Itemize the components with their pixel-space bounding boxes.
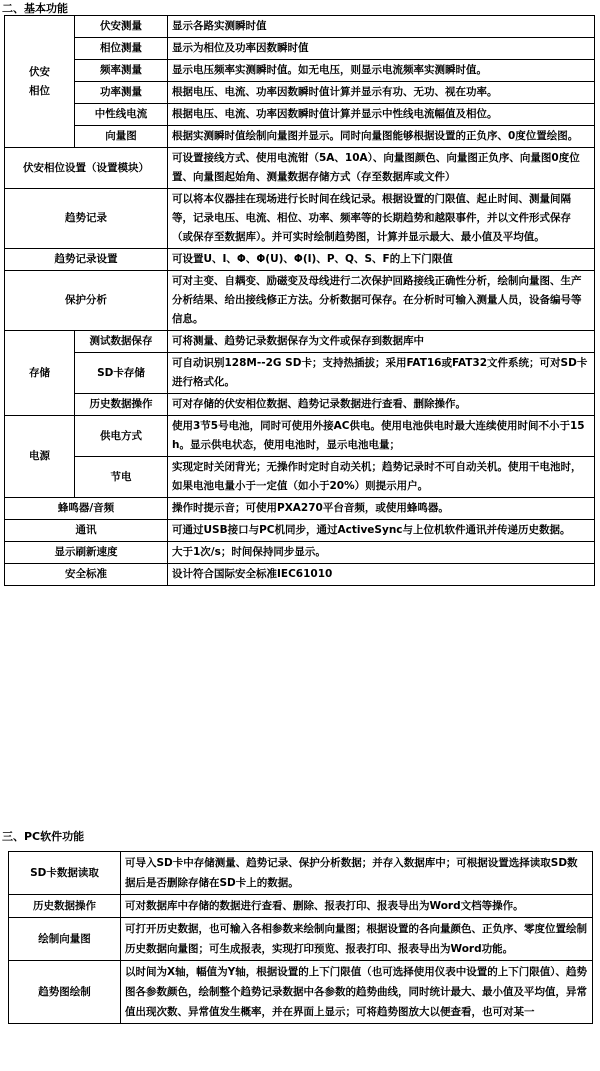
row-desc: 根据电压、电流、功率因数瞬时值计算并显示中性线电流幅值及相位。 xyxy=(168,104,595,126)
table-row xyxy=(9,918,593,961)
table-row xyxy=(5,249,595,271)
row-label: 通讯 xyxy=(5,520,168,542)
table-row xyxy=(5,564,595,586)
table-row xyxy=(5,16,595,38)
row-desc: 操作时提示音；可使用PXA270平台音频，或使用蜂鸣器。 xyxy=(168,498,595,520)
row-label: 供电方式 xyxy=(75,416,168,457)
row-label: 向量图 xyxy=(75,126,168,148)
row-label: 保护分析 xyxy=(5,271,168,331)
table-row xyxy=(5,60,595,82)
row-label: 安全标准 xyxy=(5,564,168,586)
row-label: 显示刷新速度 xyxy=(5,542,168,564)
row-desc: 以时间为X轴，幅值为Y轴，根据设置的上下门限值（也可选择使用仪表中设置的上下门限值）、趋势图各参数颜色，绘制整个趋势记录数据中各参数的趋势曲线，同时统计最大、最小值及平均值，异常值出现次数、异常值发生概率，并在界面上显示；可将趋势图放大以便查看，也可对某一 xyxy=(121,961,593,1024)
table-row xyxy=(9,852,593,895)
row-desc: 使用3节5号电池，同时可使用外接AC供电。使用电池供电时最大连续使用时间不小于15h。显示供电状态，使用电池时，显示电池电量； xyxy=(168,416,595,457)
basic-functions-table xyxy=(4,15,595,586)
row-desc: 实现定时关闭背光；无操作时定时自动关机；趋势记录时不可自动关机。使用干电池时，如果电池电量小于一定值（如小于20%）则提示用户。 xyxy=(168,457,595,498)
table-row xyxy=(5,148,595,189)
table-row xyxy=(5,457,595,498)
group-storage: 存储 xyxy=(5,331,75,416)
row-label: 相位测量 xyxy=(75,38,168,60)
row-desc: 可设置U、I、Φ、Φ(U)、Φ(I)、P、Q、S、F的上下门限值 xyxy=(168,249,595,271)
row-label: 伏安测量 xyxy=(75,16,168,38)
row-label: 伏安相位设置（设置模块） xyxy=(5,148,168,189)
section-heading-basic: 二、基本功能 xyxy=(2,2,68,15)
row-desc: 显示电压频率实测瞬时值。如无电压，则显示电流频率实测瞬时值。 xyxy=(168,60,595,82)
row-desc: 可对主变、自耦变、励磁变及母线进行二次保护回路接线正确性分析，绘制向量图、生产分析结果、给出接线修正方法。分析数据可保存。在分析时可输入测量人员，设备编号等信息。 xyxy=(168,271,595,331)
table-row xyxy=(5,331,595,353)
table-row xyxy=(5,189,595,249)
row-desc: 可导入SD卡中存储测量、趋势记录、保护分析数据；并存入数据库中；可根据设置选择读取SD数据后是否删除存储在SD卡上的数据。 xyxy=(121,852,593,895)
section-heading-pc: 三、PC软件功能 xyxy=(2,830,85,843)
row-desc: 可对存储的伏安相位数据、趋势记录数据进行查看、删除操作。 xyxy=(168,394,595,416)
row-desc: 根据实测瞬时值绘制向量图并显示。同时向量图能够根据设置的正负序、0度位置绘图。 xyxy=(168,126,595,148)
row-label: 中性线电流 xyxy=(75,104,168,126)
row-desc: 可设置接线方式、使用电流钳（5A、10A）、向量图颜色、向量图正负序、向量图0度位置、向量图起始角、测量数据存储方式（存至数据库或文件） xyxy=(168,148,595,189)
row-label: 绘制向量图 xyxy=(9,918,121,961)
row-desc: 大于1次/s；时间保持同步显示。 xyxy=(168,542,595,564)
table-row xyxy=(5,542,595,564)
group-phase: 伏安 相位 xyxy=(5,16,75,148)
table-row xyxy=(5,104,595,126)
table-row xyxy=(5,271,595,331)
row-label: 功率测量 xyxy=(75,82,168,104)
row-desc: 可以将本仪器挂在现场进行长时间在线记录。根据设置的门限值、起止时间、测量间隔等，记录电压、电流、相位、功率、频率等的长期趋势和越限事件，并以文件形式保存（或保存至数据库）。并可实时绘制趋势图，计算并显示最大、最小值及平均值。 xyxy=(168,189,595,249)
row-desc: 显示为相位及功率因数瞬时值 xyxy=(168,38,595,60)
table-row xyxy=(5,498,595,520)
table-row xyxy=(5,126,595,148)
row-label: SD卡存储 xyxy=(75,353,168,394)
row-desc: 可打开历史数据，也可输入各相参数来绘制向量图；根据设置的各向量颜色、正负序、零度位置绘制历史数据向量图；可生成报表，实现打印预览、报表打印、报表导出为Word功能。 xyxy=(121,918,593,961)
row-label: 频率测量 xyxy=(75,60,168,82)
row-label: 趋势记录 xyxy=(5,189,168,249)
row-desc: 显示各路实测瞬时值 xyxy=(168,16,595,38)
row-label: 蜂鸣器/音频 xyxy=(5,498,168,520)
table-row xyxy=(5,82,595,104)
table-row xyxy=(5,520,595,542)
row-desc: 设计符合国际安全标准IEC61010 xyxy=(168,564,595,586)
table-row xyxy=(9,895,593,918)
row-desc: 可自动识别128M--2G SD卡；支持热插拔；采用FAT16或FAT32文件系统；可对SD卡进行格式化。 xyxy=(168,353,595,394)
row-label: 历史数据操作 xyxy=(75,394,168,416)
table-row xyxy=(5,394,595,416)
row-desc: 根据电压、电流、功率因数瞬时值计算并显示有功、无功、视在功率。 xyxy=(168,82,595,104)
row-desc: 可将测量、趋势记录数据保存为文件或保存到数据库中 xyxy=(168,331,595,353)
row-label: 趋势记录设置 xyxy=(5,249,168,271)
table-row xyxy=(5,353,595,394)
row-label: SD卡数据读取 xyxy=(9,852,121,895)
row-label: 趋势图绘制 xyxy=(9,961,121,1024)
row-desc: 可通过USB接口与PC机同步，通过ActiveSync与上位机软件通讯并传递历史数据。 xyxy=(168,520,595,542)
pc-software-table xyxy=(8,851,593,1024)
table-row xyxy=(5,416,595,457)
row-label: 测试数据保存 xyxy=(75,331,168,353)
row-desc: 可对数据库中存储的数据进行查看、删除、报表打印、报表导出为Word文档等操作。 xyxy=(121,895,593,918)
row-label: 节电 xyxy=(75,457,168,498)
table-row xyxy=(9,961,593,1024)
row-label: 历史数据操作 xyxy=(9,895,121,918)
table-row xyxy=(5,38,595,60)
group-power: 电源 xyxy=(5,416,75,498)
